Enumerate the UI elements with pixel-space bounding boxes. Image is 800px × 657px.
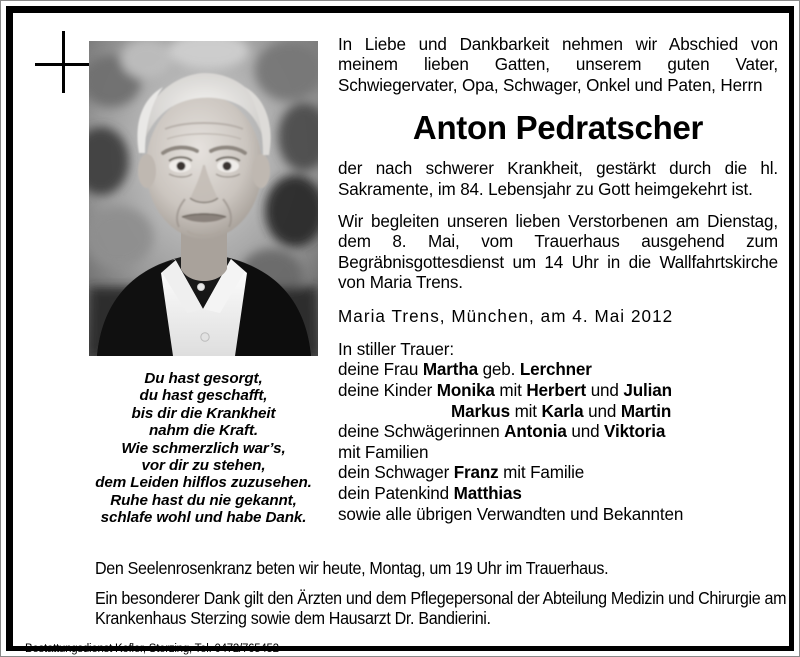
mourner-line	[338, 463, 778, 484]
poem-line: Ruhe hast du nie gekannt,	[110, 491, 297, 509]
mourner-name: Herbert	[526, 381, 587, 401]
bottom-text-block	[95, 558, 795, 629]
christian-cross-icon	[35, 31, 91, 93]
death-notice-paragraph: der nach schwerer Krankheit, gestärkt durch die hl. Sakramente, im 84. Lebensjahr zu Gott heimgekehrt ist.	[338, 159, 778, 199]
mourner-name: Matthias	[453, 484, 522, 504]
mourner-line	[338, 484, 778, 505]
funeral-paragraph: Wir begleiten unseren lieben Verstorbenen am Dienstag, dem 8. Mai, vom Trauerhaus ausgehend zum Begräbnisgottesdienst um 14 Uhr in die Wallfahrtskirche von Maria Trens.	[338, 212, 778, 293]
mourner-name: Franz	[453, 463, 499, 483]
mourner-relation: deine Frau	[338, 360, 423, 380]
mourner-line	[338, 402, 778, 423]
poem-line: dem Leiden hilflos zuzusehen.	[95, 474, 312, 492]
mourner-name: Viktoria	[604, 422, 666, 442]
funeral-service-footer: Bestattungsdienst Kofler, Sterzing, Tel. 0472/765452	[25, 641, 279, 655]
poem-line: bis dir die Krankheit	[131, 404, 276, 422]
thanks-paragraph: Ein besonderer Dank gilt den Ärzten und dem Pflegepersonal der Abteilung Medizin und Chirurgie am Krankenhaus Sterzing sowie dem Hausarzt Dr. Bandierini.	[95, 587, 787, 629]
mourner-name: Martin	[620, 401, 672, 421]
mourner-relation: mit Familie	[498, 463, 585, 483]
poem-line: Du hast gesorgt,	[144, 370, 263, 387]
place-and-date: Maria Trens, München, am 4. Mai 2012	[338, 306, 674, 326]
mourner-name: Markus	[451, 401, 510, 421]
main-text-column	[338, 35, 778, 525]
memorial-poem	[81, 370, 326, 527]
poem-line: vor dir zu stehen,	[141, 457, 266, 475]
mourners-list	[338, 360, 778, 525]
mourner-name: Antonia	[504, 422, 567, 442]
poem-line: Wie schmerzlich war’s,	[121, 439, 286, 457]
mourner-relation: und	[586, 381, 624, 401]
mourner-relation: mit	[494, 381, 527, 401]
poem-line: du hast geschafft,	[139, 387, 268, 405]
cross-vertical-bar	[62, 31, 65, 93]
mourner-relation: deine Schwägerinnen	[338, 422, 505, 442]
mourners-heading: In stiller Trauer:	[338, 340, 454, 360]
deceased-name: Anton Pedratscher	[412, 109, 704, 147]
mourner-relation: und	[583, 401, 621, 421]
poem-line: nahm die Kraft.	[148, 422, 259, 440]
mourner-line	[338, 381, 778, 402]
mourner-relation: und	[566, 422, 605, 442]
mourner-name: Karla	[541, 401, 584, 421]
mourner-name: Julian	[623, 381, 672, 401]
mourner-relation: dein Patenkind	[338, 484, 454, 504]
mourner-name: Monika	[436, 381, 495, 401]
mourner-relation: deine Kinder	[338, 381, 437, 401]
mourner-relation: mit	[509, 401, 542, 421]
cross-horizontal-bar	[35, 63, 91, 66]
intro-paragraph: In Liebe und Dankbarkeit nehmen wir Abschied von meinem lieben Gatten, unserem guten Vater, Schwiegervater, Opa, Schwager, Onkel und Paten, Herrn	[338, 35, 778, 95]
mourner-line	[338, 422, 778, 443]
mourner-relation: geb.	[477, 360, 520, 380]
poem-line: schlafe wohl und habe Dank.	[100, 509, 307, 527]
mourner-line	[338, 443, 778, 464]
notice-sheet	[13, 13, 789, 655]
mourner-line	[338, 505, 778, 526]
mourner-relation: mit Familien	[338, 442, 429, 462]
mourner-name: Lerchner	[519, 360, 592, 380]
mourner-relation: dein Schwager	[338, 463, 454, 483]
mourner-name: Martha	[422, 360, 478, 380]
mourner-relation: sowie alle übrigen Verwandten und Bekannten	[338, 504, 684, 524]
rosary-paragraph: Den Seelenrosenkranz beten wir heute, Montag, um 19 Uhr im Trauerhaus.	[95, 558, 609, 578]
deceased-portrait-photo	[89, 41, 318, 356]
mourner-line	[338, 360, 778, 381]
